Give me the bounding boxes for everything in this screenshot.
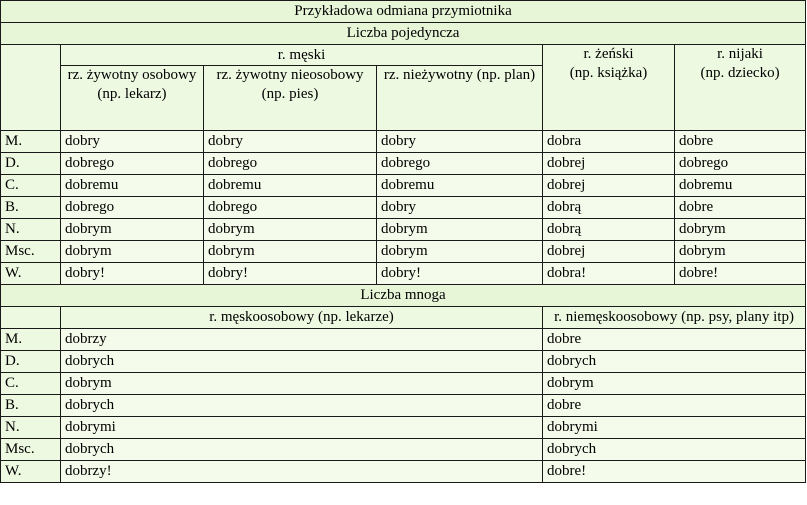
- feminine-example: (np. książka): [569, 65, 648, 81]
- form-cell: dobrego: [61, 197, 204, 219]
- form-cell: dobre: [675, 131, 806, 153]
- plural-heading: Liczba mnoga: [1, 285, 806, 307]
- plural-row: [1, 329, 806, 351]
- singular-row: [1, 197, 806, 219]
- plural-row: [1, 417, 806, 439]
- case-label: D.: [1, 351, 61, 373]
- form-cell: dobrzy!: [61, 461, 543, 483]
- form-cell: dobrą: [543, 197, 675, 219]
- form-cell: dobry!: [377, 263, 543, 285]
- form-cell: dobremu: [204, 175, 377, 197]
- form-cell: dobrym: [377, 241, 543, 263]
- feminine-label: r. żeński: [583, 46, 634, 62]
- plural-row: [1, 351, 806, 373]
- form-cell: dobrego: [204, 153, 377, 175]
- form-cell: dobrym: [675, 241, 806, 263]
- singular-row: [1, 175, 806, 197]
- plural-row: [1, 373, 806, 395]
- form-cell: dobry!: [61, 263, 204, 285]
- form-cell: dobrego: [204, 197, 377, 219]
- singular-heading: Liczba pojedyncza: [1, 23, 806, 45]
- form-cell: dobrymi: [543, 417, 806, 439]
- form-cell: dobrym: [204, 219, 377, 241]
- form-cell: dobre: [675, 197, 806, 219]
- form-cell: dobrych: [61, 351, 543, 373]
- form-cell: dobrym: [61, 373, 543, 395]
- case-label: C.: [1, 373, 61, 395]
- form-cell: dobrego: [61, 153, 204, 175]
- case-label: B.: [1, 197, 61, 219]
- case-label: D.: [1, 153, 61, 175]
- plural-header-masculine-personal: r. męskoosobowy (np. lekarze): [61, 307, 543, 329]
- corner-cell: [1, 45, 61, 131]
- form-cell: dobrych: [61, 439, 543, 461]
- form-cell: dobrym: [61, 219, 204, 241]
- case-label: W.: [1, 461, 61, 483]
- form-cell: dobry!: [204, 263, 377, 285]
- sub-header-inanimate: rz. nieżywotny (np. plan): [377, 66, 543, 131]
- form-cell: dobry: [377, 197, 543, 219]
- singular-row: [1, 263, 806, 285]
- form-cell: dobrej: [543, 241, 675, 263]
- form-cell: dobrą: [543, 219, 675, 241]
- masculine-header: r. męski: [61, 45, 543, 66]
- form-cell: dobrym: [377, 219, 543, 241]
- feminine-header: [543, 45, 675, 131]
- form-cell: dobre: [543, 395, 806, 417]
- case-label: C.: [1, 175, 61, 197]
- case-label: Msc.: [1, 241, 61, 263]
- form-cell: dobrego: [377, 153, 543, 175]
- form-cell: dobrym: [61, 241, 204, 263]
- sub-header-animate-personal: rz. żywotny osobowy (np. lekarz): [61, 66, 204, 131]
- form-cell: dobry: [61, 131, 204, 153]
- form-cell: dobrych: [543, 439, 806, 461]
- form-cell: dobremu: [675, 175, 806, 197]
- form-cell: dobre!: [675, 263, 806, 285]
- case-label: M.: [1, 329, 61, 351]
- form-cell: dobrym: [675, 219, 806, 241]
- form-cell: dobrej: [543, 153, 675, 175]
- form-cell: dobre!: [543, 461, 806, 483]
- form-cell: dobra: [543, 131, 675, 153]
- form-cell: dobrego: [675, 153, 806, 175]
- case-label: N.: [1, 219, 61, 241]
- plural-row: [1, 395, 806, 417]
- neuter-label: r. nijaki: [717, 46, 763, 62]
- form-cell: dobre: [543, 329, 806, 351]
- form-cell: dobremu: [61, 175, 204, 197]
- form-cell: dobrych: [61, 395, 543, 417]
- plural-row: [1, 461, 806, 483]
- case-label: Msc.: [1, 439, 61, 461]
- form-cell: dobrym: [543, 373, 806, 395]
- sub-header-animate-nonpersonal: rz. żywotny nieosobowy (np. pies): [204, 66, 377, 131]
- neuter-header: [675, 45, 806, 131]
- form-cell: dobra!: [543, 263, 675, 285]
- case-label: M.: [1, 131, 61, 153]
- form-cell: dobrej: [543, 175, 675, 197]
- case-label: N.: [1, 417, 61, 439]
- form-cell: dobrych: [543, 351, 806, 373]
- plural-header-nonmasculine-personal: r. niemęskoosobowy (np. psy, plany itp): [543, 307, 806, 329]
- form-cell: dobry: [377, 131, 543, 153]
- table-title: Przykładowa odmiana przymiotnika: [1, 1, 806, 23]
- plural-corner-cell: [1, 307, 61, 329]
- singular-row: [1, 153, 806, 175]
- form-cell: dobremu: [377, 175, 543, 197]
- form-cell: dobry: [204, 131, 377, 153]
- singular-row: [1, 131, 806, 153]
- singular-row: [1, 219, 806, 241]
- form-cell: dobrym: [204, 241, 377, 263]
- form-cell: dobrymi: [61, 417, 543, 439]
- neuter-example: (np. dziecko): [700, 65, 780, 81]
- singular-row: [1, 241, 806, 263]
- case-label: W.: [1, 263, 61, 285]
- case-label: B.: [1, 395, 61, 417]
- plural-row: [1, 439, 806, 461]
- form-cell: dobrzy: [61, 329, 543, 351]
